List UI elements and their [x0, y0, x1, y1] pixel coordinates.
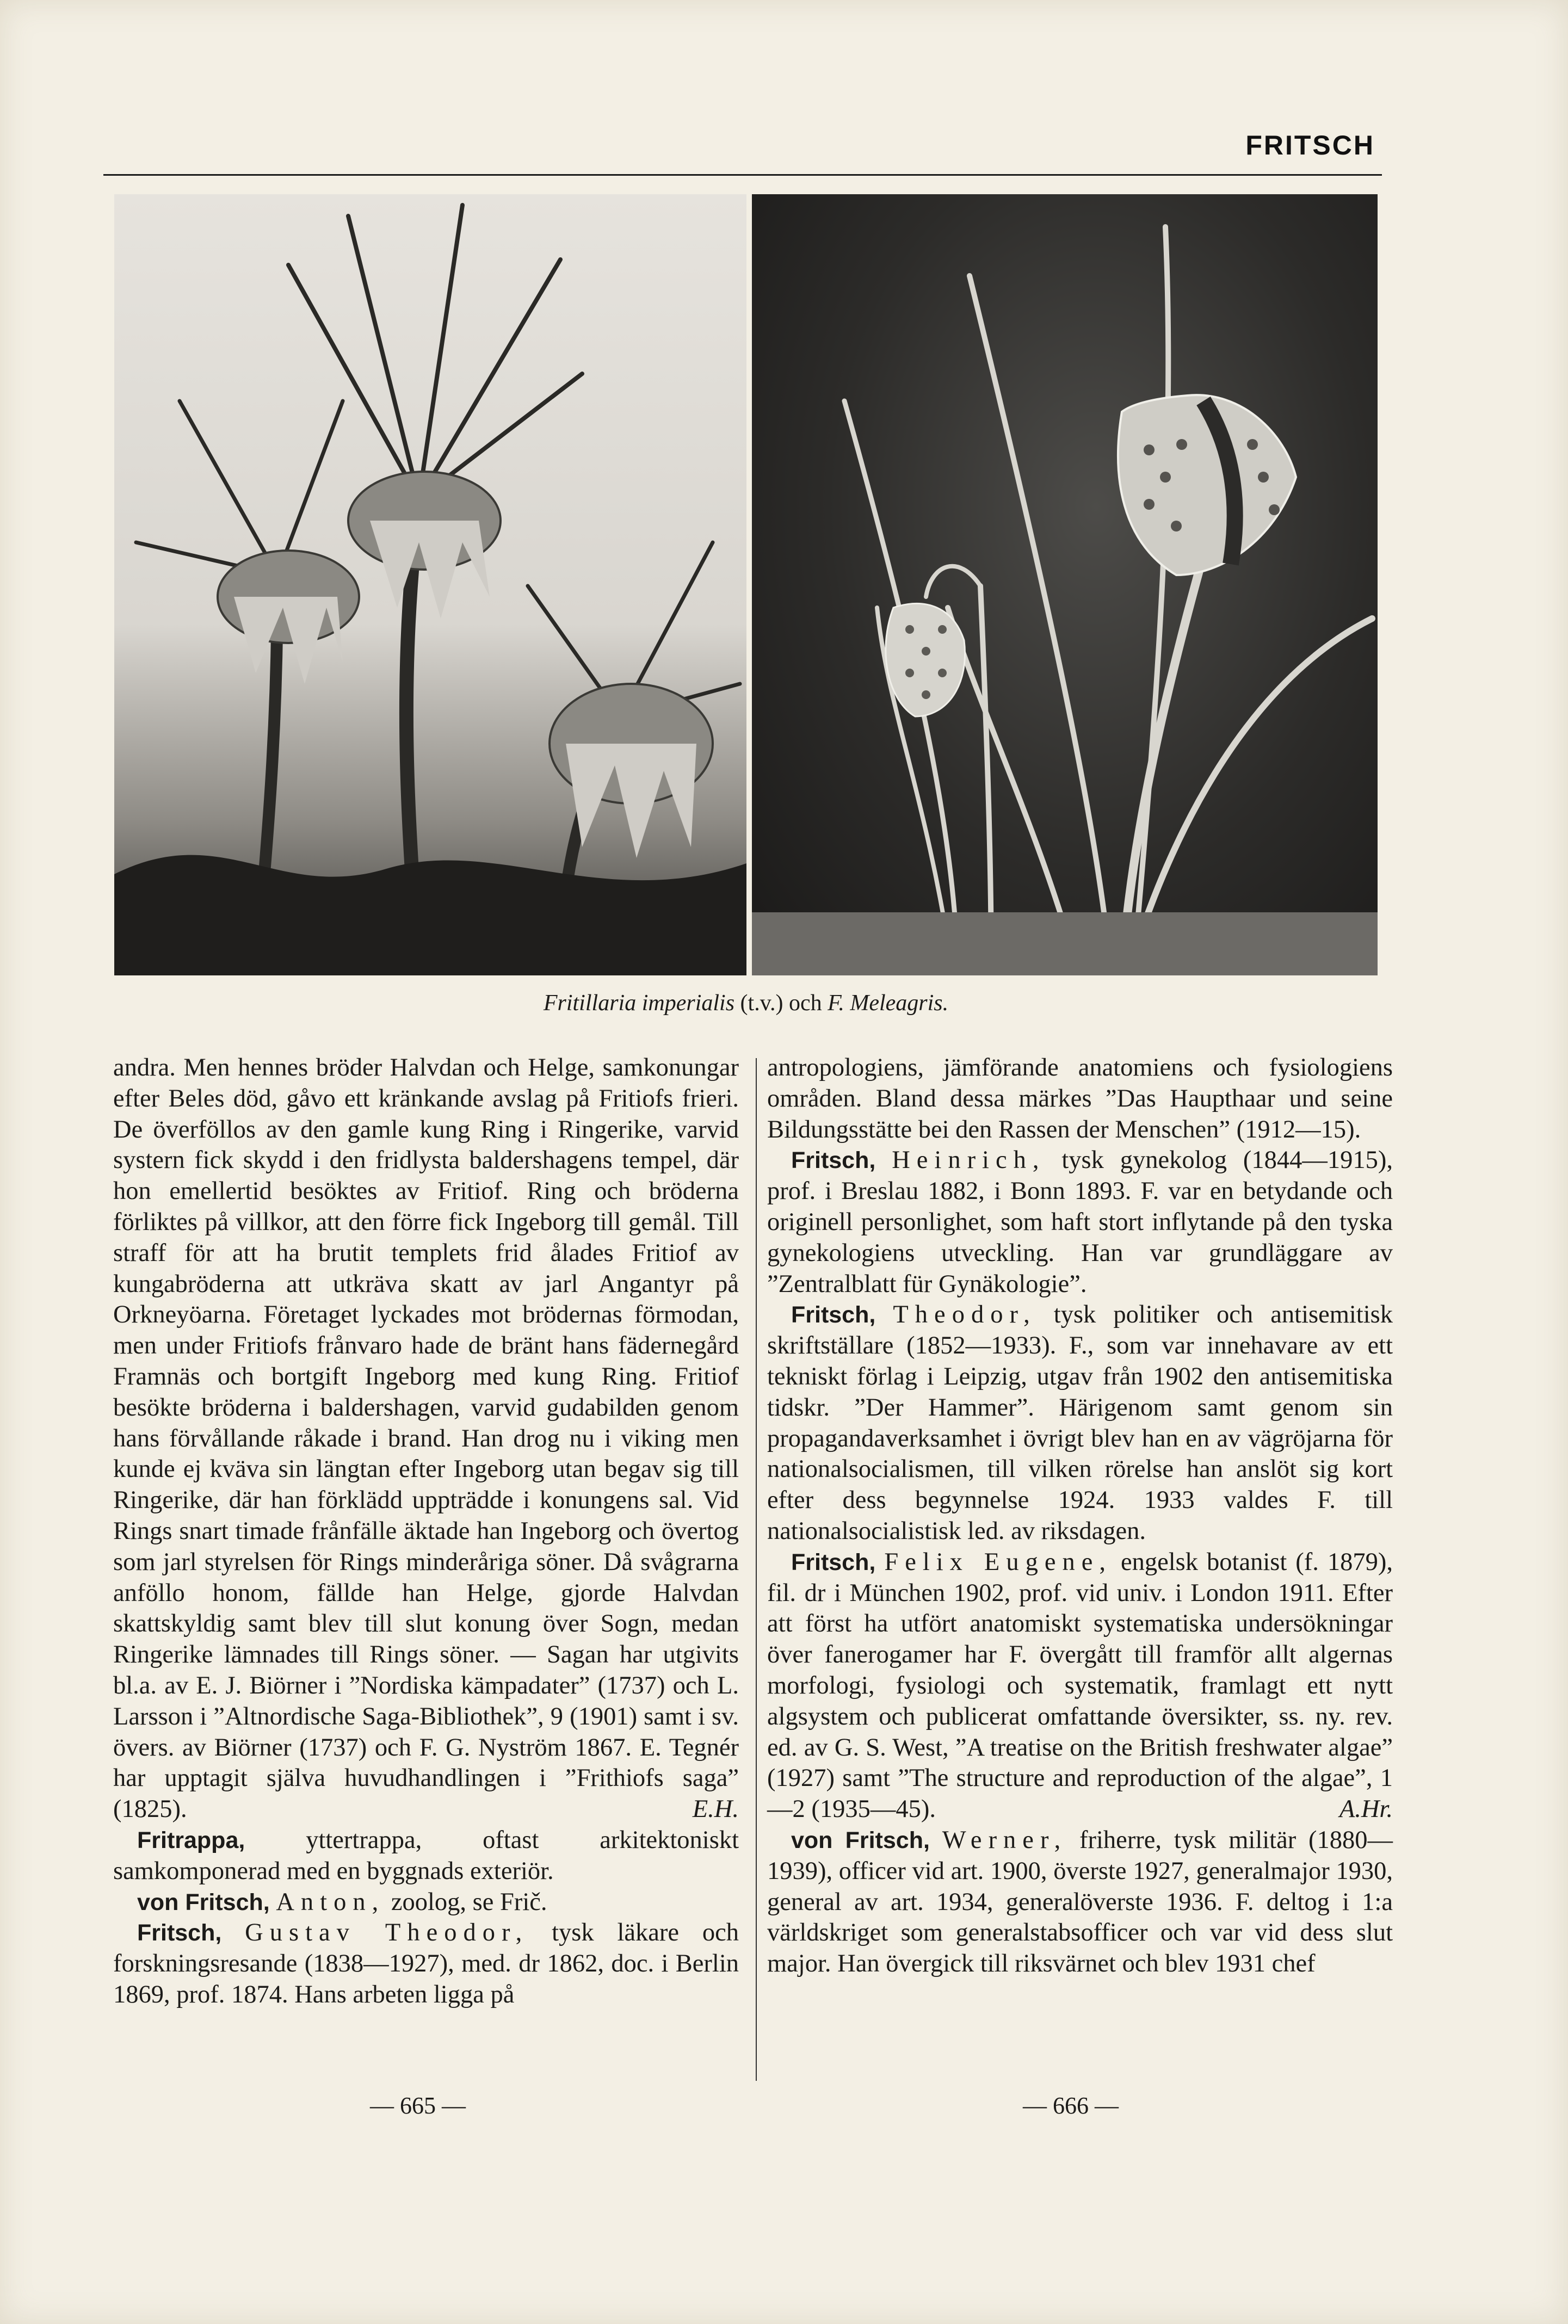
header-rule	[103, 174, 1382, 176]
entry-headword: Fritrappa,	[137, 1827, 245, 1853]
left-column	[113, 1053, 739, 2011]
page-number-left: — 665 —	[370, 2092, 466, 2119]
entry-given-name: Werner,	[942, 1826, 1067, 1854]
entry-headword: Fritsch,	[791, 1302, 876, 1328]
caption-species-1: Fritillaria imperialis	[543, 991, 735, 1016]
crown-imperial-illustration	[114, 194, 746, 975]
author-signature: A.Hr.	[1339, 1795, 1393, 1824]
snakes-head-fritillary-illustration	[752, 194, 1378, 975]
entry-given-name: Heinrich,	[892, 1146, 1046, 1175]
entry-werner-von-fritsch: von Fritsch, Werner, friherre, tysk militär (1880—1939), officer vid art. 1900, överste 1927, generalmajor 1930, general av art. 1934, generalöverste 1936. F. deltog i 1:a världskriget som generalstabsofficer och var vid dess slut major. Han övergick till riksvärnet och blev 1931 chef	[767, 1826, 1393, 1978]
entry-gustav-theodor-fritsch: Fritsch, Gustav Theodor, tysk läkare och forskningsresande (1838—1927), med. dr 1862, doc. i Berlin 1869, prof. 1874. Hans arbeten ligga på	[113, 1919, 739, 2008]
entry-given-name: Theodor,	[893, 1301, 1036, 1329]
right-column	[767, 1053, 1393, 1980]
entry-headword: von Fritsch,	[791, 1827, 930, 1853]
entry-anton-von-fritsch: von Fritsch, Anton, zoolog, se Frič.	[137, 1888, 547, 1916]
entry-headword: Fritsch,	[137, 1920, 222, 1946]
page-number-right: — 666 —	[1023, 2092, 1119, 2119]
entry-heinrich-fritsch: Fritsch, Heinrich, tysk gynekolog (1844—1915), prof. i Breslau 1882, i Bonn 1893. F. var en betydande och originell personlighet, som haft stort inflytande på den tyska gynekologiens utveckling. Han var grundläggare av ”Zentralblatt für Gynäkologie”.	[767, 1146, 1393, 1298]
caption-species-2: F. Meleagris.	[828, 991, 949, 1016]
entry-given-name: Anton,	[276, 1888, 385, 1916]
entry-felix-eugene-fritsch: Fritsch, Felix Eugene, engelsk botanist (f. 1879), fil. dr i München 1902, prof. vid univ. i London 1911. Efter att först ha utfört anatomiskt systematiska undersökningar över fanerogamer har F. övergått till framför allt algernas morfologi, fysiologi och systematik, framlagt ett nytt algsystem och publicerat omfattande översikter, ss. ny. rev. ed. av G. S. West, ”A treatise on the British freshwater algae” (1927) samt ”The structure and reproduction of the algae”, 1—2 (1935—45). A.Hr.	[767, 1547, 1393, 1825]
figure-caption	[114, 990, 1378, 1016]
caption-connector: (t.v.) och	[734, 991, 828, 1016]
photo-fritillaria-meleagris	[752, 194, 1378, 975]
photo-fritillaria-imperialis	[114, 194, 746, 975]
author-signature: E.H.	[692, 1795, 739, 1824]
entry-given-name: Felix Eugene,	[884, 1548, 1112, 1576]
entry-given-name: Gustav Theodor,	[245, 1919, 529, 1947]
entry-fritrappa: Fritrappa, yttertrappa, oftast arkitektoniskt samkomponerad med en byggnads exteriör.	[113, 1826, 739, 1885]
paragraph-continuation: antropologiens, jämförande anatomiens och fysiologiens områden. Bland dessa märkes ”Das Haupthaar und seine Bildungsstätte bei den Rassen der Menschen” (1912—15).	[767, 1054, 1393, 1144]
running-head: FRITSCH	[1245, 130, 1375, 160]
column-divider	[756, 1058, 757, 2081]
entry-headword: Fritsch,	[791, 1147, 876, 1174]
entry-headword: von Fritsch,	[137, 1889, 270, 1915]
entry-headword: Fritsch,	[791, 1549, 876, 1575]
paragraph-fritiofs-saga: andra. Men hennes bröder Halvdan och Helge, samkonungar efter Beles död, gåvo ett kränkande avslag på Fritiofs frieri. De överföllos av den gamle kung Ring i Ringerike, varvid systern fick skydd i den fridlysta baldershagens tempel, där hon emellertid besöktes av Fritiof. Ring och bröderna förliktes på villkor, att den förre fick Ingeborg till gemål. Till straff för att ha brutit templets frid ålades Fritiof av kungabröderna att utkräva skatt av jarl Angantyr på Orkneyöarna. Företaget lyckades mot brödernas förmodan, men under Fritiofs frånvaro hade de bränt hans fädernegård Framnäs och bortgift Ingeborg med kung Ring. Fritiof besökte bröderna i baldershagen, varvid gudabilden genom hans förvållande råkade i brand. Han drog nu i viking men kunde ej kväva sin längtan efter Ingeborg utan begav sig till Ringerike, där han förklädd uppträdde i konungens sal. Vid Rings snart timade frånfälle äktade han Ingeborg och övertog som jarl styrelsen för Rings minderåriga söner. Då svågrarna anföllo honom, fällde han Helge, gjorde Halvdan skattskyldig samt blev till slut konung över Sogn, medan Ringerike lämnades till Rings söner. — Sagan har utgivits bl.a. av E. J. Biörner i ”Nordiska kämpadater” (1737) och L. Larsson i ”Altnordische Saga-Bibliothek”, 9 (1901) samt i sv. övers. av Biörner (1737) och F. G. Nyström 1867. E. Tegnér har upptagit själva huvudhandlingen i ”Frithiofs saga” (1825). E.H.	[113, 1053, 739, 1825]
entry-theodor-fritsch: Fritsch, Theodor, tysk politiker och antisemitisk skriftställare (1852—1933). F., som var innehavare av ett tekniskt förlag i Leipzig, utgav från 1902 den antisemitiska tidskr. ”Der Hammer”. Härigenom samt genom sin propagandaverksamhet i övrigt blev han en av vägröjarna för nationalsocialismen, till vilken rörelse han anslöt sig kort efter dess begynnelse 1924. 1933 valdes F. till nationalsocialistisk led. av riksdagen.	[767, 1301, 1393, 1545]
